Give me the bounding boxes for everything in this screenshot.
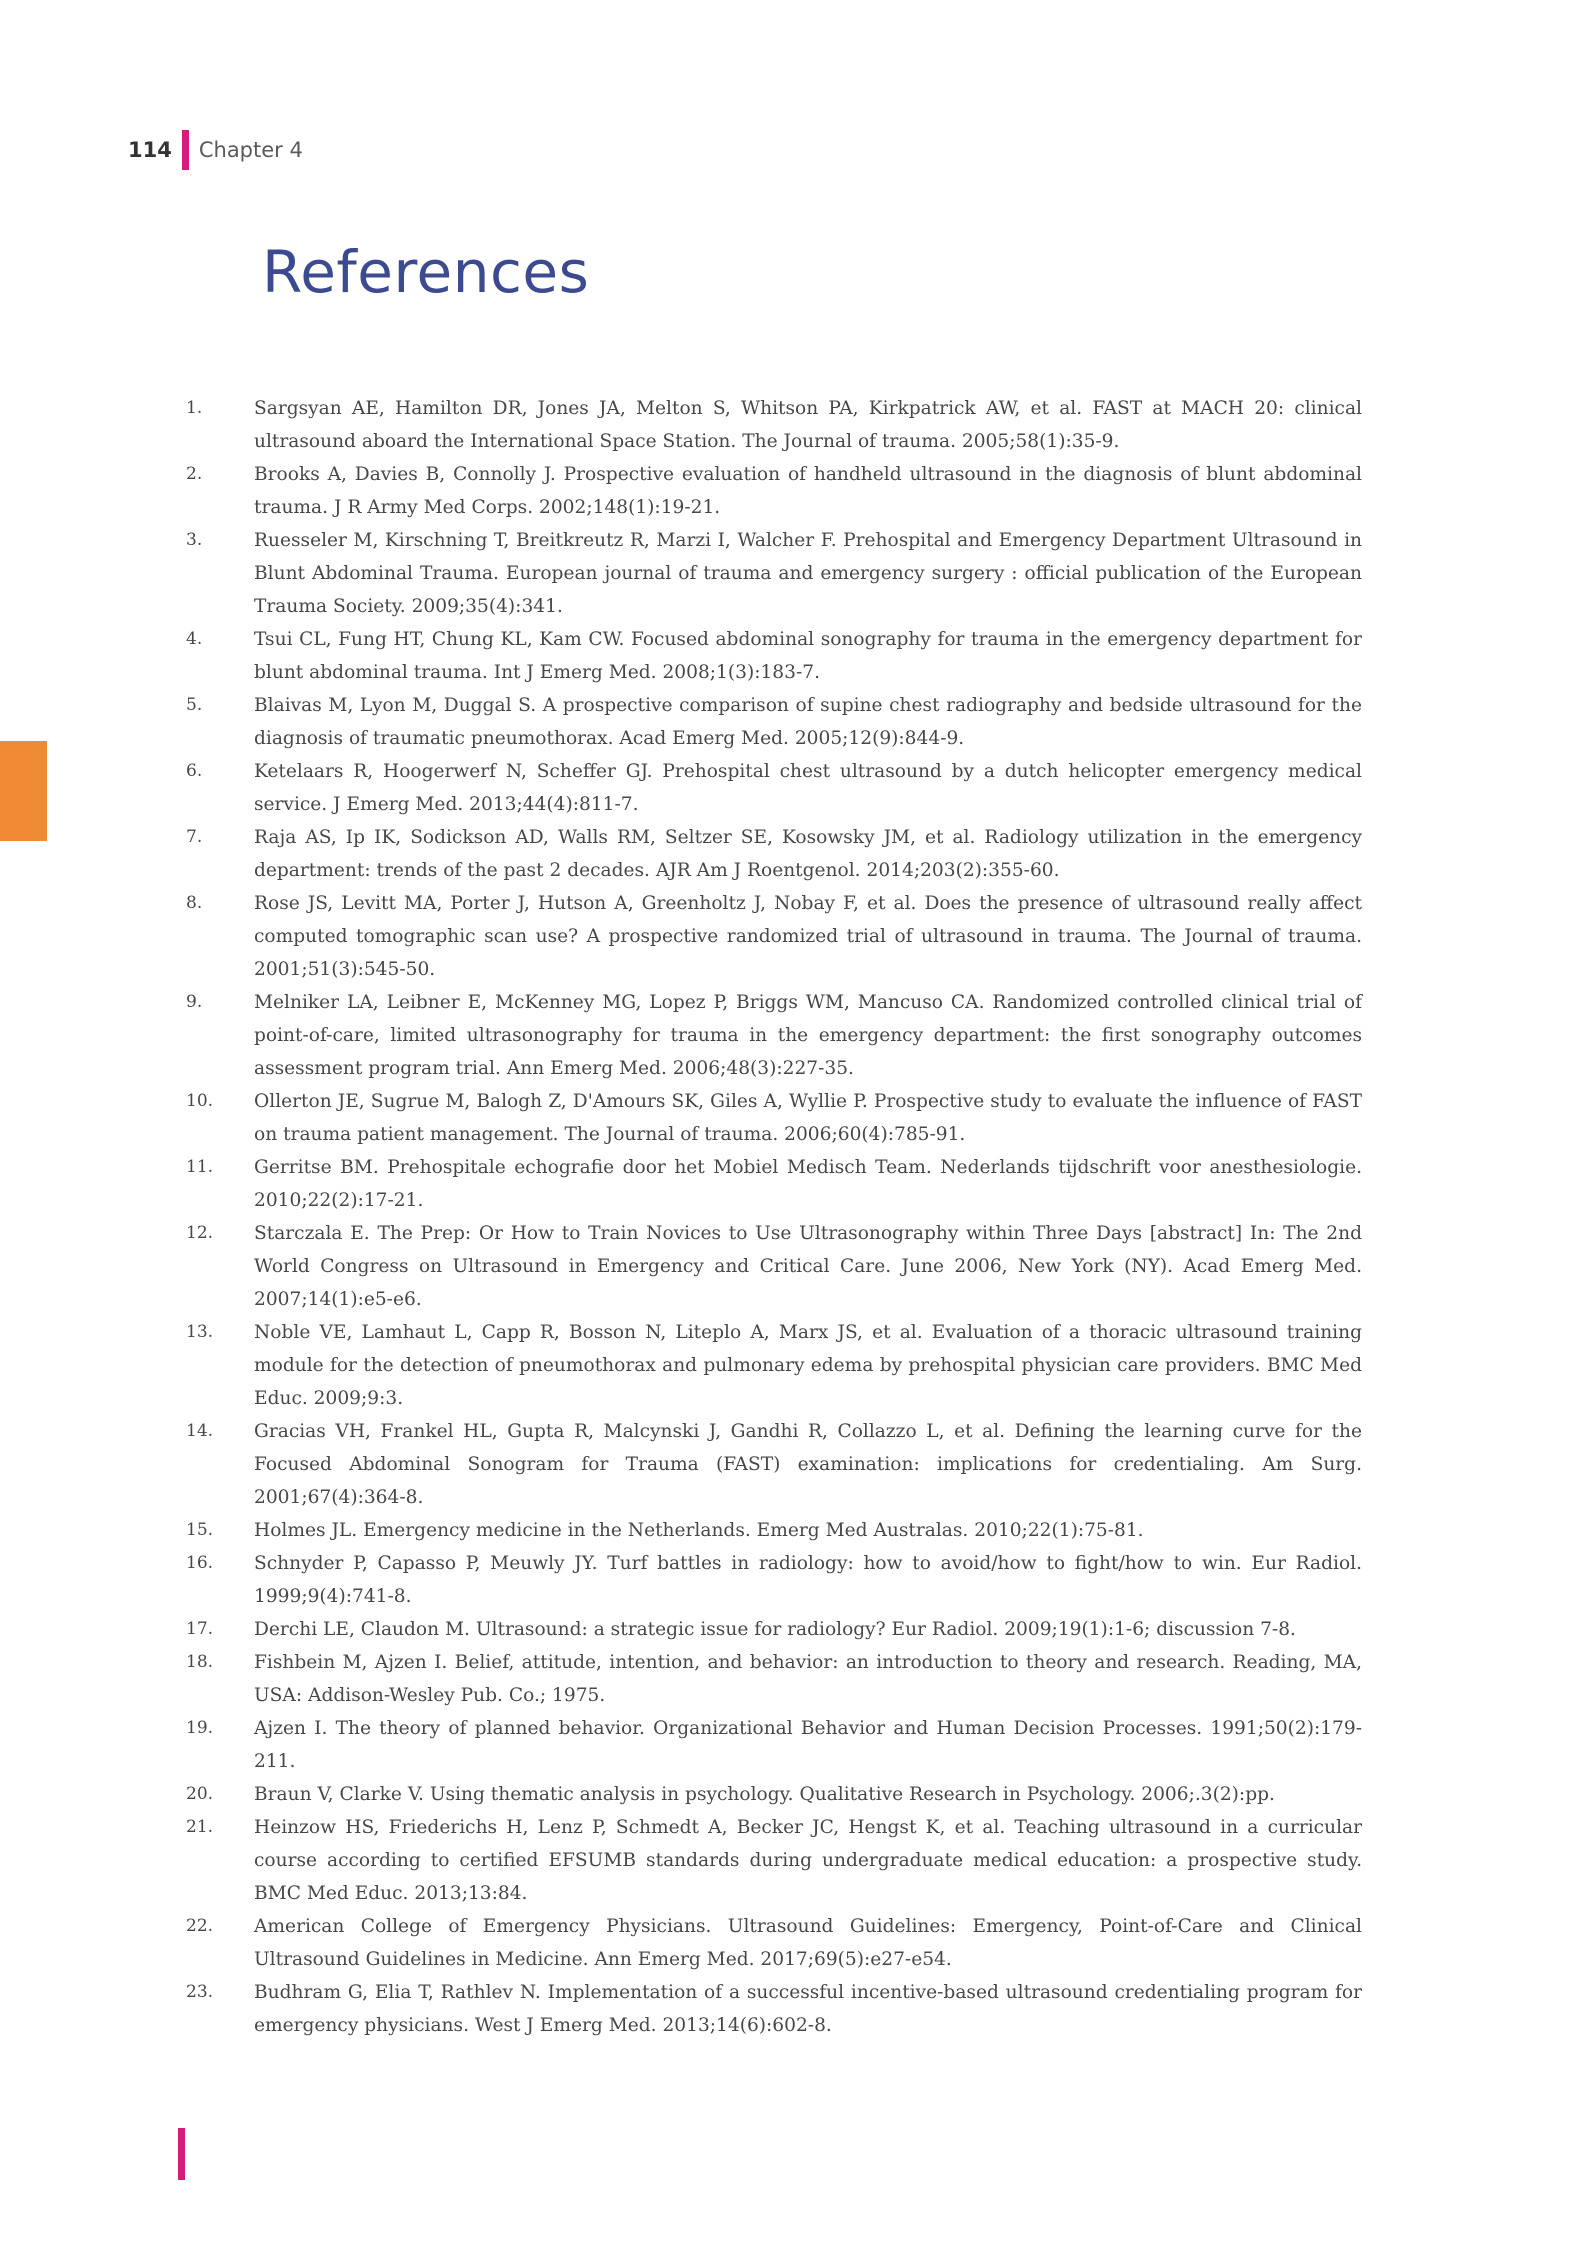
- running-header: [128, 130, 303, 170]
- reference-item: [180, 1613, 1362, 1646]
- reference-item: [180, 821, 1362, 887]
- page-number: 114: [128, 138, 172, 162]
- reference-item: [180, 1646, 1362, 1712]
- chapter-side-tab: [0, 741, 47, 841]
- reference-item: [180, 986, 1362, 1085]
- reference-text: Ollerton JE, Sugrue M, Balogh Z, D'Amours SK, Giles A, Wyllie P. Prospective study to evaluate the influence of FAST on trauma patient management. The Journal of trauma. 2006;60(4):785-91.: [254, 1091, 1362, 1145]
- reference-number: 3.: [186, 530, 203, 550]
- reference-text: Ajzen I. The theory of planned behavior. Organizational Behavior and Human Decision Processes. 1991;50(2):179-211.: [254, 1718, 1362, 1772]
- reference-item: [180, 1778, 1362, 1811]
- reference-text: Gerritse BM. Prehospitale echografie door het Mobiel Medisch Team. Nederlands tijdschrift voor anesthesiologie. 2010;22(2):17-21.: [254, 1157, 1362, 1211]
- reference-number: 7.: [186, 827, 203, 847]
- reference-text: Melniker LA, Leibner E, McKenney MG, Lopez P, Briggs WM, Mancuso CA. Randomized controlled clinical trial of point-of-care, limited ultrasonography for trauma in the emergency department: the first sonography outcomes assessment program trial. Ann Emerg Med. 2006;48(3):227-35.: [254, 992, 1362, 1079]
- header-accent-bar: [182, 130, 189, 170]
- reference-number: 10.: [186, 1091, 214, 1111]
- reference-item: [180, 623, 1362, 689]
- reference-text: Starczala E. The Prep: Or How to Train Novices to Use Ultrasonography within Three Days [abstract] In: The 2nd World Congress on Ultrasound in Emergency and Critical Care. June 2006, New York (NY). Acad Emerg Med. 2007;14(1):e5-e6.: [254, 1223, 1362, 1310]
- reference-item: [180, 1910, 1362, 1976]
- reference-number: 11.: [186, 1157, 214, 1177]
- reference-number: 8.: [186, 893, 203, 913]
- reference-item: [180, 755, 1362, 821]
- reference-text: Tsui CL, Fung HT, Chung KL, Kam CW. Focused abdominal sonography for trauma in the emergency department for blunt abdominal trauma. Int J Emerg Med. 2008;1(3):183-7.: [254, 629, 1362, 683]
- reference-number: 13.: [186, 1322, 214, 1342]
- reference-text: Derchi LE, Claudon M. Ultrasound: a strategic issue for radiology? Eur Radiol. 2009;19(1):1-6; discussion 7-8.: [254, 1619, 1296, 1640]
- reference-text: Braun V, Clarke V. Using thematic analysis in psychology. Qualitative Research in Psychology. 2006;.3(2):pp.: [254, 1784, 1275, 1805]
- reference-item: [180, 392, 1362, 458]
- reference-number: 5.: [186, 695, 203, 715]
- reference-text: Budhram G, Elia T, Rathlev N. Implementation of a successful incentive-based ultrasound credentialing program for emergency physicians. West J Emerg Med. 2013;14(6):602-8.: [254, 1982, 1362, 2036]
- reference-item: [180, 1976, 1362, 2042]
- reference-text: Blaivas M, Lyon M, Duggal S. A prospective comparison of supine chest radiography and bedside ultrasound for the diagnosis of traumatic pneumothorax. Acad Emerg Med. 2005;12(9):844-9.: [254, 695, 1362, 749]
- reference-number: 14.: [186, 1421, 214, 1441]
- reference-item: [180, 887, 1362, 986]
- chapter-label: Chapter 4: [198, 138, 303, 162]
- reference-item: [180, 689, 1362, 755]
- reference-number: 21.: [186, 1817, 214, 1837]
- reference-item: [180, 1415, 1362, 1514]
- reference-text: Gracias VH, Frankel HL, Gupta R, Malcynski J, Gandhi R, Collazzo L, et al. Defining the learning curve for the Focused Abdominal Sonogram for Trauma (FAST) examination: implications for credentialing. Am Surg. 2001;67(4):364-8.: [254, 1421, 1362, 1508]
- reference-list: [180, 392, 1362, 2042]
- reference-number: 15.: [186, 1520, 214, 1540]
- reference-item: [180, 1151, 1362, 1217]
- reference-number: 1.: [186, 398, 203, 418]
- reference-item: [180, 1085, 1362, 1151]
- reference-item: [180, 1514, 1362, 1547]
- reference-number: 12.: [186, 1223, 214, 1243]
- reference-number: 19.: [186, 1718, 214, 1738]
- reference-number: 20.: [186, 1784, 214, 1804]
- reference-text: Holmes JL. Emergency medicine in the Netherlands. Emerg Med Australas. 2010;22(1):75-81.: [254, 1520, 1144, 1541]
- reference-text: American College of Emergency Physicians. Ultrasound Guidelines: Emergency, Point-of-Care and Clinical Ultrasound Guidelines in Medicine. Ann Emerg Med. 2017;69(5):e27-e54.: [254, 1916, 1362, 1970]
- reference-text: Noble VE, Lamhaut L, Capp R, Bosson N, Liteplo A, Marx JS, et al. Evaluation of a thoracic ultrasound training module for the detection of pneumothorax and pulmonary edema by prehospital physician care providers. BMC Med Educ. 2009;9:3.: [254, 1322, 1362, 1409]
- reference-text: Ketelaars R, Hoogerwerf N, Scheffer GJ. Prehospital chest ultrasound by a dutch helicopter emergency medical service. J Emerg Med. 2013;44(4):811-7.: [254, 761, 1362, 815]
- reference-text: Raja AS, Ip IK, Sodickson AD, Walls RM, Seltzer SE, Kosowsky JM, et al. Radiology utilization in the emergency department: trends of the past 2 decades. AJR Am J Roentgenol. 2014;203(2):355-60.: [254, 827, 1362, 881]
- reference-item: [180, 1316, 1362, 1415]
- reference-number: 2.: [186, 464, 203, 484]
- reference-number: 22.: [186, 1916, 214, 1936]
- page-title: References: [262, 238, 590, 306]
- reference-number: 17.: [186, 1619, 214, 1639]
- reference-item: [180, 1547, 1362, 1613]
- reference-number: 6.: [186, 761, 203, 781]
- reference-text: Fishbein M, Ajzen I. Belief, attitude, intention, and behavior: an introduction to theory and research. Reading, MA, USA: Addison-Wesley Pub. Co.; 1975.: [254, 1652, 1362, 1706]
- reference-item: [180, 458, 1362, 524]
- reference-text: Rose JS, Levitt MA, Porter J, Hutson A, Greenholtz J, Nobay F, et al. Does the presence of ultrasound really affect computed tomographic scan use? A prospective randomized trial of ultrasound in trauma. The Journal of trauma. 2001;51(3):545-50.: [254, 893, 1362, 980]
- reference-item: [180, 1217, 1362, 1316]
- reference-text: Heinzow HS, Friederichs H, Lenz P, Schmedt A, Becker JC, Hengst K, et al. Teaching ultrasound in a curricular course according to certified EFSUMB standards during undergraduate medical education: a prospective study. BMC Med Educ. 2013;13:84.: [254, 1817, 1362, 1904]
- reference-item: [180, 1811, 1362, 1910]
- reference-item: [180, 524, 1362, 623]
- reference-number: 18.: [186, 1652, 214, 1672]
- reference-number: 9.: [186, 992, 203, 1012]
- reference-number: 16.: [186, 1553, 214, 1573]
- reference-number: 4.: [186, 629, 203, 649]
- reference-item: [180, 1712, 1362, 1778]
- reference-text: Sargsyan AE, Hamilton DR, Jones JA, Melton S, Whitson PA, Kirkpatrick AW, et al. FAST at MACH 20: clinical ultrasound aboard the International Space Station. The Journal of trauma. 2005;58(1):35-9.: [254, 398, 1362, 452]
- reference-text: Brooks A, Davies B, Connolly J. Prospective evaluation of handheld ultrasound in the diagnosis of blunt abdominal trauma. J R Army Med Corps. 2002;148(1):19-21.: [254, 464, 1362, 518]
- reference-text: Ruesseler M, Kirschning T, Breitkreutz R, Marzi I, Walcher F. Prehospital and Emergency Department Ultrasound in Blunt Abdominal Trauma. European journal of trauma and emergency surgery : official publication of the European Trauma Society. 2009;35(4):341.: [254, 530, 1362, 617]
- footer-accent-bar: [178, 2128, 185, 2180]
- reference-text: Schnyder P, Capasso P, Meuwly JY. Turf battles in radiology: how to avoid/how to fight/how to win. Eur Radiol. 1999;9(4):741-8.: [254, 1553, 1362, 1607]
- reference-number: 23.: [186, 1982, 214, 2002]
